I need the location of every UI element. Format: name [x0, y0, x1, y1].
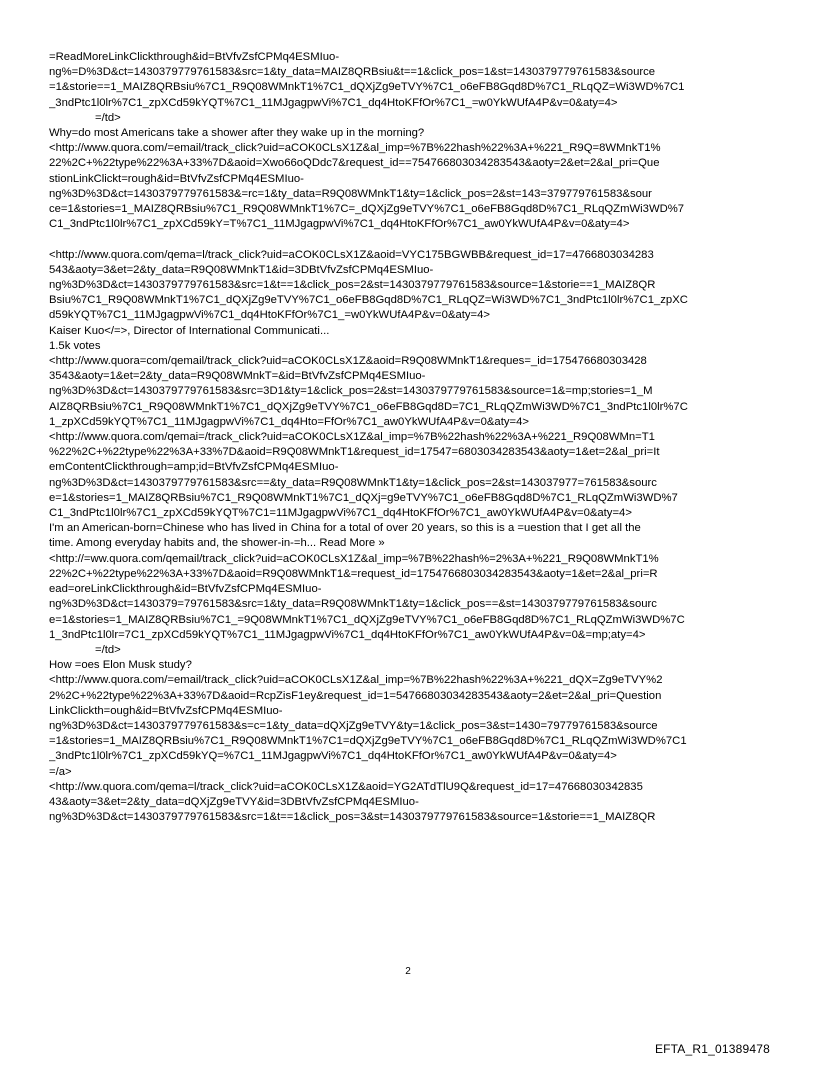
text-line: Kaiser Kuo</=>, Director of International Communicati... [49, 324, 330, 337]
text-line: d59kYQT%7C1_11MJgagpwVi%7C1_dq4HtoKFfOr%7C1_=w0YkWUfA4P&v=0&aty=4> [49, 309, 491, 322]
text-line: ng%3D%3D&ct=1430379779761583&src=3D1&ty=1&click_pos=2&st=1430379779761583&source=1&=mp;stories=1_M [49, 385, 653, 398]
text-line: =/td> [95, 643, 121, 656]
text-line: ng%3D%3D&ct=1430379779761583&=rc=1&ty_data=R9Q08WMnkT1&ty=1&click_pos=2&st=143=379779761583&sour [49, 187, 652, 200]
text-line: 2%2C+%22type%22%3A+33%7D&aoid=RcpZisF1ey&request_id=1=54766803034283543&aoty=2&et=2&al_pri=Question [49, 689, 662, 702]
text-line: time. Among everyday habits and, the shower-in-=h... Read More » [49, 537, 385, 550]
text-line: =/td> [95, 111, 121, 124]
text-line: stionLinkClickt=rough&id=BtVfvZsfCPMq4ESMIuo- [49, 172, 304, 185]
page-number: 2 [405, 966, 411, 977]
text-line: <http://www.quora.com/qema=l/track_click?uid=aCOK0CLsX1Z&aoid=VYC175BGWBB&request_id=17=4766803034283 [49, 248, 654, 261]
text-line: %22%2C+%22type%22%3A+33%7D&aoid=R9Q08WMnkT1&request_id=17547=6803034283543&aoty=1&et=2&al_pri=It [49, 446, 660, 459]
text-line: e=1&stories=1_MAIZ8QRBsiu%7C1_=9Q08WMnkT1%7C1_dQXjZg9eTVY%7C1_o6eFB8Gqd8D%7C1_RLqQZmWi3WD%7C [49, 613, 685, 626]
blank-line [49, 232, 771, 247]
text-line: ng%3D%3D&ct=1430379779761583&src=1&t==1&click_pos=3&st=1430379779761583&source=1&storie==1_MAIZ8QR [49, 811, 656, 824]
text-line: ng%=D%3D&ct=1430379779761583&src=1&ty_data=MAIZ8QRBsiu&t==1&click_pos=1&st=1430379779761583&source [49, 66, 656, 79]
text-line: ng%3D%3D&ct=1430379=79761583&src=1&ty_data=R9Q08WMnkT1&ty=1&click_pos==&st=1430379779761583&sourc [49, 598, 657, 611]
text-line: I'm an American-born=Chinese who has lived in China for a total of over 20 years, so this is a =uestion that I get all the [49, 522, 641, 535]
email-body-text [49, 50, 771, 825]
text-line: How =oes Elon Musk study? [49, 659, 192, 672]
text-line: <http://www.quora.com/qemai=/track_click?uid=aCOK0CLsX1Z&al_imp=%7B%22hash%22%3A+%221_R9Q08WMn=T1 [49, 431, 655, 444]
text-line: <http://=ww.quora.com/qemail/track_click?uid=aCOK0CLsX1Z&al_imp=%7B%22hash%=2%3A+%221_R9Q08WMnkT1% [49, 552, 659, 565]
text-line: =1&stories=1_MAIZ8QRBsiu%7C1_R9Q08WMnkT1%7C1=dQXjZg9eTVY%7C1_o6eFB8Gqd8D%7C1_RLqQZmWi3WD%7C1 [49, 735, 687, 748]
text-line: =/a> [49, 765, 72, 778]
text-line: ng%3D%3D&ct=1430379779761583&src=1&t==1&click_pos=2&st=1430379779761583&source=1&storie==1_MAIZ8QR [49, 279, 656, 292]
text-line: AIZ8QRBsiu%7C1_R9Q08WMnkT1%7C1_dQXjZg9eTVY%7C1_o6eFB8Gqd8D=7C1_RLqQZmWi3WD%7C1_3ndPtc1l0lr%7C [49, 400, 688, 413]
text-line: 543&aoty=3&et=2&ty_data=R9Q08WMnkT1&id=3DBtVfvZsfCPMq4ESMIuo- [49, 263, 434, 276]
bates-number: EFTA_R1_01389478 [654, 1042, 770, 1056]
text-line: emContentClickthrough=amp;id=BtVfvZsfCPMq4ESMIuo- [49, 461, 339, 474]
text-line: 1.5k votes [49, 339, 101, 352]
text-line: 22%2C+%22type%22%3A+33%7D&aoid=R9Q08WMnkT1&=request_id=1754766803034283543&aoty=1&et=2&al_pri=R [49, 567, 658, 580]
text-line: 3543&aoty=1&et=2&ty_data=R9Q08WMnkT=&id=BtVfvZsfCPMq4ESMIuo- [49, 370, 426, 383]
text-line: Why=do most Americans take a shower after they wake up in the morning? [49, 127, 425, 140]
text-line: ng%3D%3D&ct=1430379779761583&s=c=1&ty_data=dQXjZg9eTVY&ty=1&click_pos=3&st=1430=79779761583&source [49, 719, 658, 732]
text-line: 22%2C+%22type%22%3A+33%7D&aoid=Xwo66oQDdc7&request_id==754766803034283543&aoty=2&et=2&al_pri=Que [49, 157, 660, 170]
text-line: <http://www.quora.com/=email/track_click?uid=aCOK0CLsX1Z&al_imp=%7B%22hash%22%3A+%221_dQX=Zg9eTVY%2 [49, 674, 663, 687]
text-line: LinkClickth=ough&id=BtVfvZsfCPMq4ESMIuo- [49, 704, 283, 717]
text-line: e=1&stories=1_MAIZ8QRBsiu%7C1_R9Q08WMnkT1%7C1_dQXj=g9eTVY%7C1_o6eFB8Gqd8D%7C1_RLqQZmWi3WD%7 [49, 491, 678, 504]
text-line: <http://ww.quora.com/qema=l/track_click?uid=aCOK0CLsX1Z&aoid=YG2ATdTlU9Q&request_id=17=47668030342835 [49, 780, 643, 793]
text-line: <http://www.quora.com/=email/track_click?uid=aCOK0CLsX1Z&al_imp=%7B%22hash%22%3A+%221_R9Q=8WMnkT1% [49, 142, 661, 155]
text-line: C1_3ndPtc1l0lr%7C1_zpXCd59kYQT%7C1=11MJgagpwVi%7C1_dq4HtoKFfOr%7C1_aw0YkWUfA4P&v=0&aty=4> [49, 507, 632, 520]
text-line: 1_3ndPtc1l0lr=7C1_zpXCd59kYQT%7C1_11MJgagpwVi%7C1_dq4HtoKFfOr%7C1_aw0YkWUfA4P&v=0&=mp;aty=4> [49, 628, 646, 641]
text-line: ng%3D%3D&ct=1430379779761583&src==&ty_data=R9Q08WMnkT1&ty=1&click_pos=2&st=143037977=761583&sourc [49, 476, 657, 489]
text-line: =ReadMoreLinkClickthrough&id=BtVfvZsfCPMq4ESMIuo- [49, 51, 340, 63]
text-line: ce=1&stories=1_MAIZ8QRBsiu%7C1_R9Q08WMnkT1%7C=_dQXjZg9eTVY%7C1_o6eFB8Gqd8D%7C1_RLqQZmWi3WD%7 [49, 203, 685, 216]
text-line: =1&storie==1_MAIZ8QRBsiu%7C1_R9Q08WMnkT1%7C1_dQXjZg9eTVY%7C1_o6eFB8Gqd8D%7C1_RLqQZ=Wi3WD%7C1 [49, 81, 685, 94]
text-line: _3ndPtc1l0lr%7C1_zpXCd59kYQT%7C1_11MJgagpwVi%7C1_dq4HtoKFfOr%7C1_=w0YkWUfA4P&v=0&aty=4> [49, 96, 618, 109]
text-line: C1_3ndPtc1l0lr%7C1_zpXCd59kY=T%7C1_11MJgagpwVi%7C1_dq4HtoKFfOr%7C1_aw0YkWUfA4P&v=0&aty=4> [49, 218, 630, 231]
text-line: 43&aoty=3&et=2&ty_data=dQXjZg9eTVY&id=3DBtVfvZsfCPMq4ESMIuo- [49, 795, 419, 808]
text-line: ead=oreLinkClickthrough&id=BtVfvZsfCPMq4ESMIuo- [49, 583, 322, 596]
text-line: Bsiu%7C1_R9Q08WMnkT1%7C1_dQXjZg9eTVY%7C1_o6eFB8Gqd8D%7C1_RLqQZ=Wi3WD%7C1_3ndPtc1l0lr%7C1_zpXC [49, 294, 688, 307]
text-line: _3ndPtc1l0lr%7C1_zpXCd59kYQ=%7C1_11MJgagpwVi%7C1_dq4HtoKFfOr%7C1_aw0YkWUfA4P&v=0&aty=4> [49, 750, 617, 763]
text-line: <http://www.quora=com/qemail/track_click?uid=aCOK0CLsX1Z&aoid=R9Q08WMnkT1&reques=_id=175476680303428 [49, 355, 647, 368]
text-line: 1_zpXCd59kYQT%7C1_11MJgagpwVi%7C1_dq4Hto=FfOr%7C1_aw0YkWUfA4P&v=0&aty=4> [49, 415, 529, 428]
